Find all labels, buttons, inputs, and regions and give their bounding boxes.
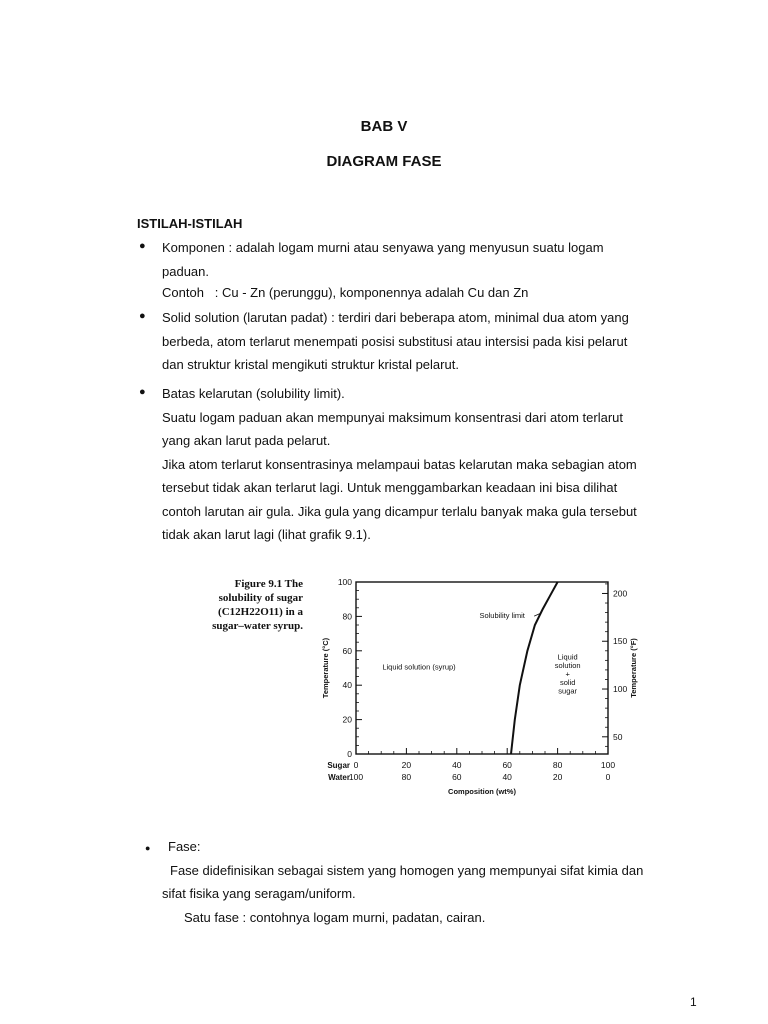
y-tick-label-left: 60 — [342, 645, 352, 656]
text-line: Solid solution (larutan padat) : terdiri dari beberapa atom, minimal dua atom yang — [162, 310, 629, 325]
bullet-batas-kelarutan — [162, 382, 698, 547]
x-tick-label: 60 — [452, 772, 462, 782]
text-line: Jika atom terlarut konsentrasinya melampaui batas kelarutan maka sebagian atom — [162, 456, 637, 472]
text-line: tersebut tidak akan terlarut lagi. Untuk menggambarkan keadaan ini bisa dilihat — [162, 480, 618, 495]
caption-line: (C12H22O11) in a — [218, 606, 303, 618]
x-tick-label: 20 — [401, 760, 412, 770]
two-phase-region-label: + — [565, 669, 570, 679]
x-tick-label: 100 — [600, 760, 616, 770]
y-tick-label-right: 50 — [613, 731, 623, 742]
chapter-subject: DIAGRAM FASE — [326, 153, 442, 170]
two-phase-region-label: Liquid — [557, 652, 578, 662]
bullet-icon: ● — [139, 240, 146, 252]
bullet-icon: ● — [139, 386, 146, 398]
caption-line: Figure 9.1 The — [234, 578, 303, 590]
liquid-region-label: Liquid solution (syrup) — [382, 662, 456, 672]
y-tick-label-right: 150 — [613, 636, 628, 647]
y-tick-label-left: 20 — [342, 714, 352, 725]
x-axis-row-label: Sugar — [327, 761, 350, 770]
bullet-solid-solution — [162, 306, 698, 377]
text-line: Fase didefinisikan sebagai sistem yang homogen yang mempunyai sifat kimia dan — [170, 862, 644, 878]
x-tick-label: 80 — [552, 760, 563, 770]
text-line: Suatu logam paduan akan mempunyai maksimum konsentrasi dari atom terlarut — [162, 409, 624, 425]
x-tick-label: 40 — [502, 772, 512, 782]
text-line: Batas kelarutan (solubility limit). — [162, 386, 345, 401]
text-line: Fase: — [168, 839, 201, 854]
text-line: berbeda, atom terlarut menempati posisi substitusi atau intersisi pada kisi pelarut — [162, 333, 628, 349]
text-line: yang akan larut pada pelarut. — [162, 433, 331, 448]
text-line: dan struktur kristal mengikuti struktur kristal pelarut. — [162, 357, 459, 372]
text-line: paduan. — [162, 263, 209, 279]
text-line: Contoh : Cu - Zn (perunggu), komponennya adalah Cu dan Zn — [162, 285, 529, 300]
y-tick-label-left: 40 — [342, 680, 352, 691]
x-tick-label: 0 — [605, 772, 611, 782]
x-tick-label: 80 — [401, 772, 412, 782]
x-tick-label: 0 — [353, 760, 359, 770]
two-phase-region-label: solid — [559, 677, 576, 687]
y-axis-title-left: Temperature (°C) — [321, 637, 330, 699]
text-line: tidak akan larut lagi (lihat grafik 9.1). — [162, 527, 371, 542]
y-tick-label-left: 0 — [347, 749, 352, 759]
two-phase-region-label: solution — [554, 660, 581, 670]
x-axis-row-label: Water — [328, 773, 350, 782]
y-tick-label-left: 80 — [342, 611, 352, 622]
y-tick-label-left: 100 — [337, 577, 352, 587]
x-tick-label: 60 — [502, 760, 512, 770]
y-tick-label-right: 200 — [613, 588, 628, 599]
bullet-komponen — [162, 236, 698, 303]
solubility-limit-line — [511, 582, 558, 754]
chapter-title: BAB V — [360, 118, 408, 135]
figure-caption — [193, 577, 303, 633]
y-axis-title-right: Temperature (°F) — [629, 638, 638, 698]
text-line: sifat fisika yang seragam/uniform. — [162, 886, 356, 901]
caption-line: solubility of sugar — [218, 592, 303, 604]
y-tick-label-right: 100 — [613, 684, 628, 695]
bullet-icon: ● — [145, 843, 151, 853]
two-phase-region-label: sugar — [558, 686, 578, 696]
x-axis-title: Composition (wt%) — [448, 787, 516, 796]
section-heading: ISTILAH-ISTILAH — [137, 216, 243, 231]
solubility-limit-label: Solubility limit — [479, 611, 525, 621]
page-number: 1 — [690, 995, 697, 1009]
text-line: contoh larutan air gula. Jika gula yang dicampur terlalu banyak maka gula tersebut — [162, 503, 637, 519]
text-line: Komponen : adalah logam murni atau senyawa yang menyusun suatu logam — [162, 240, 604, 255]
solubility-chart — [318, 570, 658, 805]
x-tick-label: 40 — [452, 760, 462, 770]
text-line: Satu fase : contohnya logam murni, padatan, cairan. — [184, 909, 486, 925]
bullet-icon: ● — [139, 310, 146, 322]
caption-line: sugar–water syrup. — [212, 620, 303, 632]
x-tick-label: 20 — [552, 772, 563, 782]
x-tick-label: 100 — [348, 772, 364, 782]
bullet-fase — [162, 835, 698, 929]
